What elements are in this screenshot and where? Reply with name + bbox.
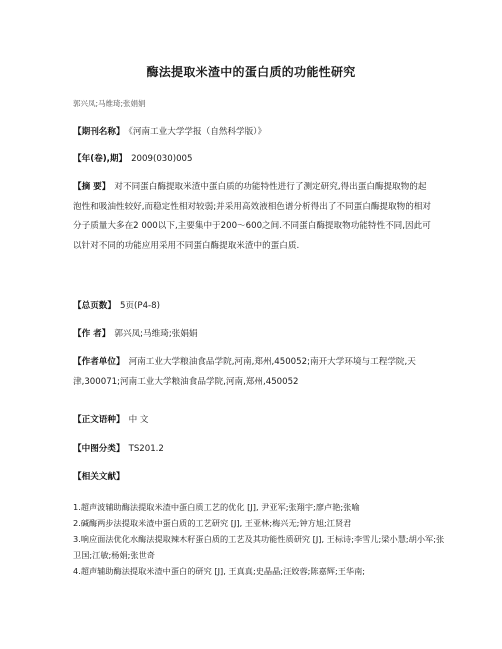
related-field: [73, 468, 433, 488]
affiliation-label: 【作者单位】: [73, 357, 125, 367]
related-label: 【相关文献】: [73, 472, 125, 482]
journal-value: 《河南工业大学学报（自然科学版）》: [128, 127, 267, 137]
language-field: [73, 411, 433, 431]
related-item[interactable]: 1.超声波辅助酶法提取米渣中蛋白质工艺的优化 [J], 尹亚军;张翔宇;廖卢艳;张喻: [73, 502, 360, 512]
journal-label: 【期刊名称】: [73, 127, 125, 137]
related-item[interactable]: 3.响应面法优化水酶法提取辣木籽蛋白质的工艺及其功能性质研究 [J], 王标诗;李雪儿;梁小慧;胡小军;张卫国;江敏;杨娟;张世奇: [73, 534, 445, 560]
classification-label: 【中图分类】: [73, 444, 125, 454]
pages-label: 【总页数】: [73, 301, 116, 311]
author-list: 郭兴凤;马维琦;张娟娟: [73, 99, 146, 108]
language-value: 中 文: [128, 415, 149, 425]
abstract-field: [73, 178, 433, 257]
classification-value: TS201.2: [128, 444, 164, 454]
abstract-label: 【摘 要】: [73, 182, 111, 192]
language-label: 【正文语种】: [73, 415, 125, 425]
pages-value: 5页(P4-8): [119, 301, 160, 311]
affiliation-field: [73, 353, 433, 392]
related-item[interactable]: 4.超声辅助酶法提取米渣中蛋白的研究 [J], 王真真;史晶晶;汪姣蓉;陈嘉辉;王华南;: [73, 566, 366, 576]
year-issue-label: 【年(卷),期】: [73, 154, 128, 164]
pages-field: [73, 297, 433, 317]
journal-field: [73, 123, 433, 143]
authors-label: 【作 者】: [73, 329, 111, 339]
authors-field: [73, 325, 433, 345]
year-issue-field: [73, 150, 433, 170]
year-issue-value: 2009(030)005: [131, 154, 193, 164]
related-list: [73, 499, 445, 579]
related-item[interactable]: 2.碱酶两步法提取米渣中蛋白质的工艺研究 [J], 王亚林;梅兴无;钟方旭;江贤君: [73, 518, 352, 528]
affiliation-value: 河南工业大学粮油食品学院,河南,郑州,450052;南开大学环境与工程学院,天津,300071;河南工业大学粮油食品学院,河南,郑州,450052: [73, 357, 416, 387]
authors-value: 郭兴凤;马维琦;张娟娟: [114, 329, 198, 339]
document-title: 酶法提取米渣中的蛋白质的功能性研究: [146, 65, 356, 79]
abstract-value: 对不同蛋白酶提取米渣中蛋白质的功能特性进行了测定研究,得出蛋白酶提取物的起泡性和吸油性较好,而稳定性相对较弱;并采用高效液相色谱分析得出了不同蛋白酶提取物的相对分子质量大多在2 000以下,主要集中于200～600之间.不同蛋白酶提取物功能特性不同,因此可以针对不同的功能应用采用不同蛋白酶提取米渣中的蛋白质.: [73, 182, 431, 252]
classification-field: [73, 440, 433, 460]
